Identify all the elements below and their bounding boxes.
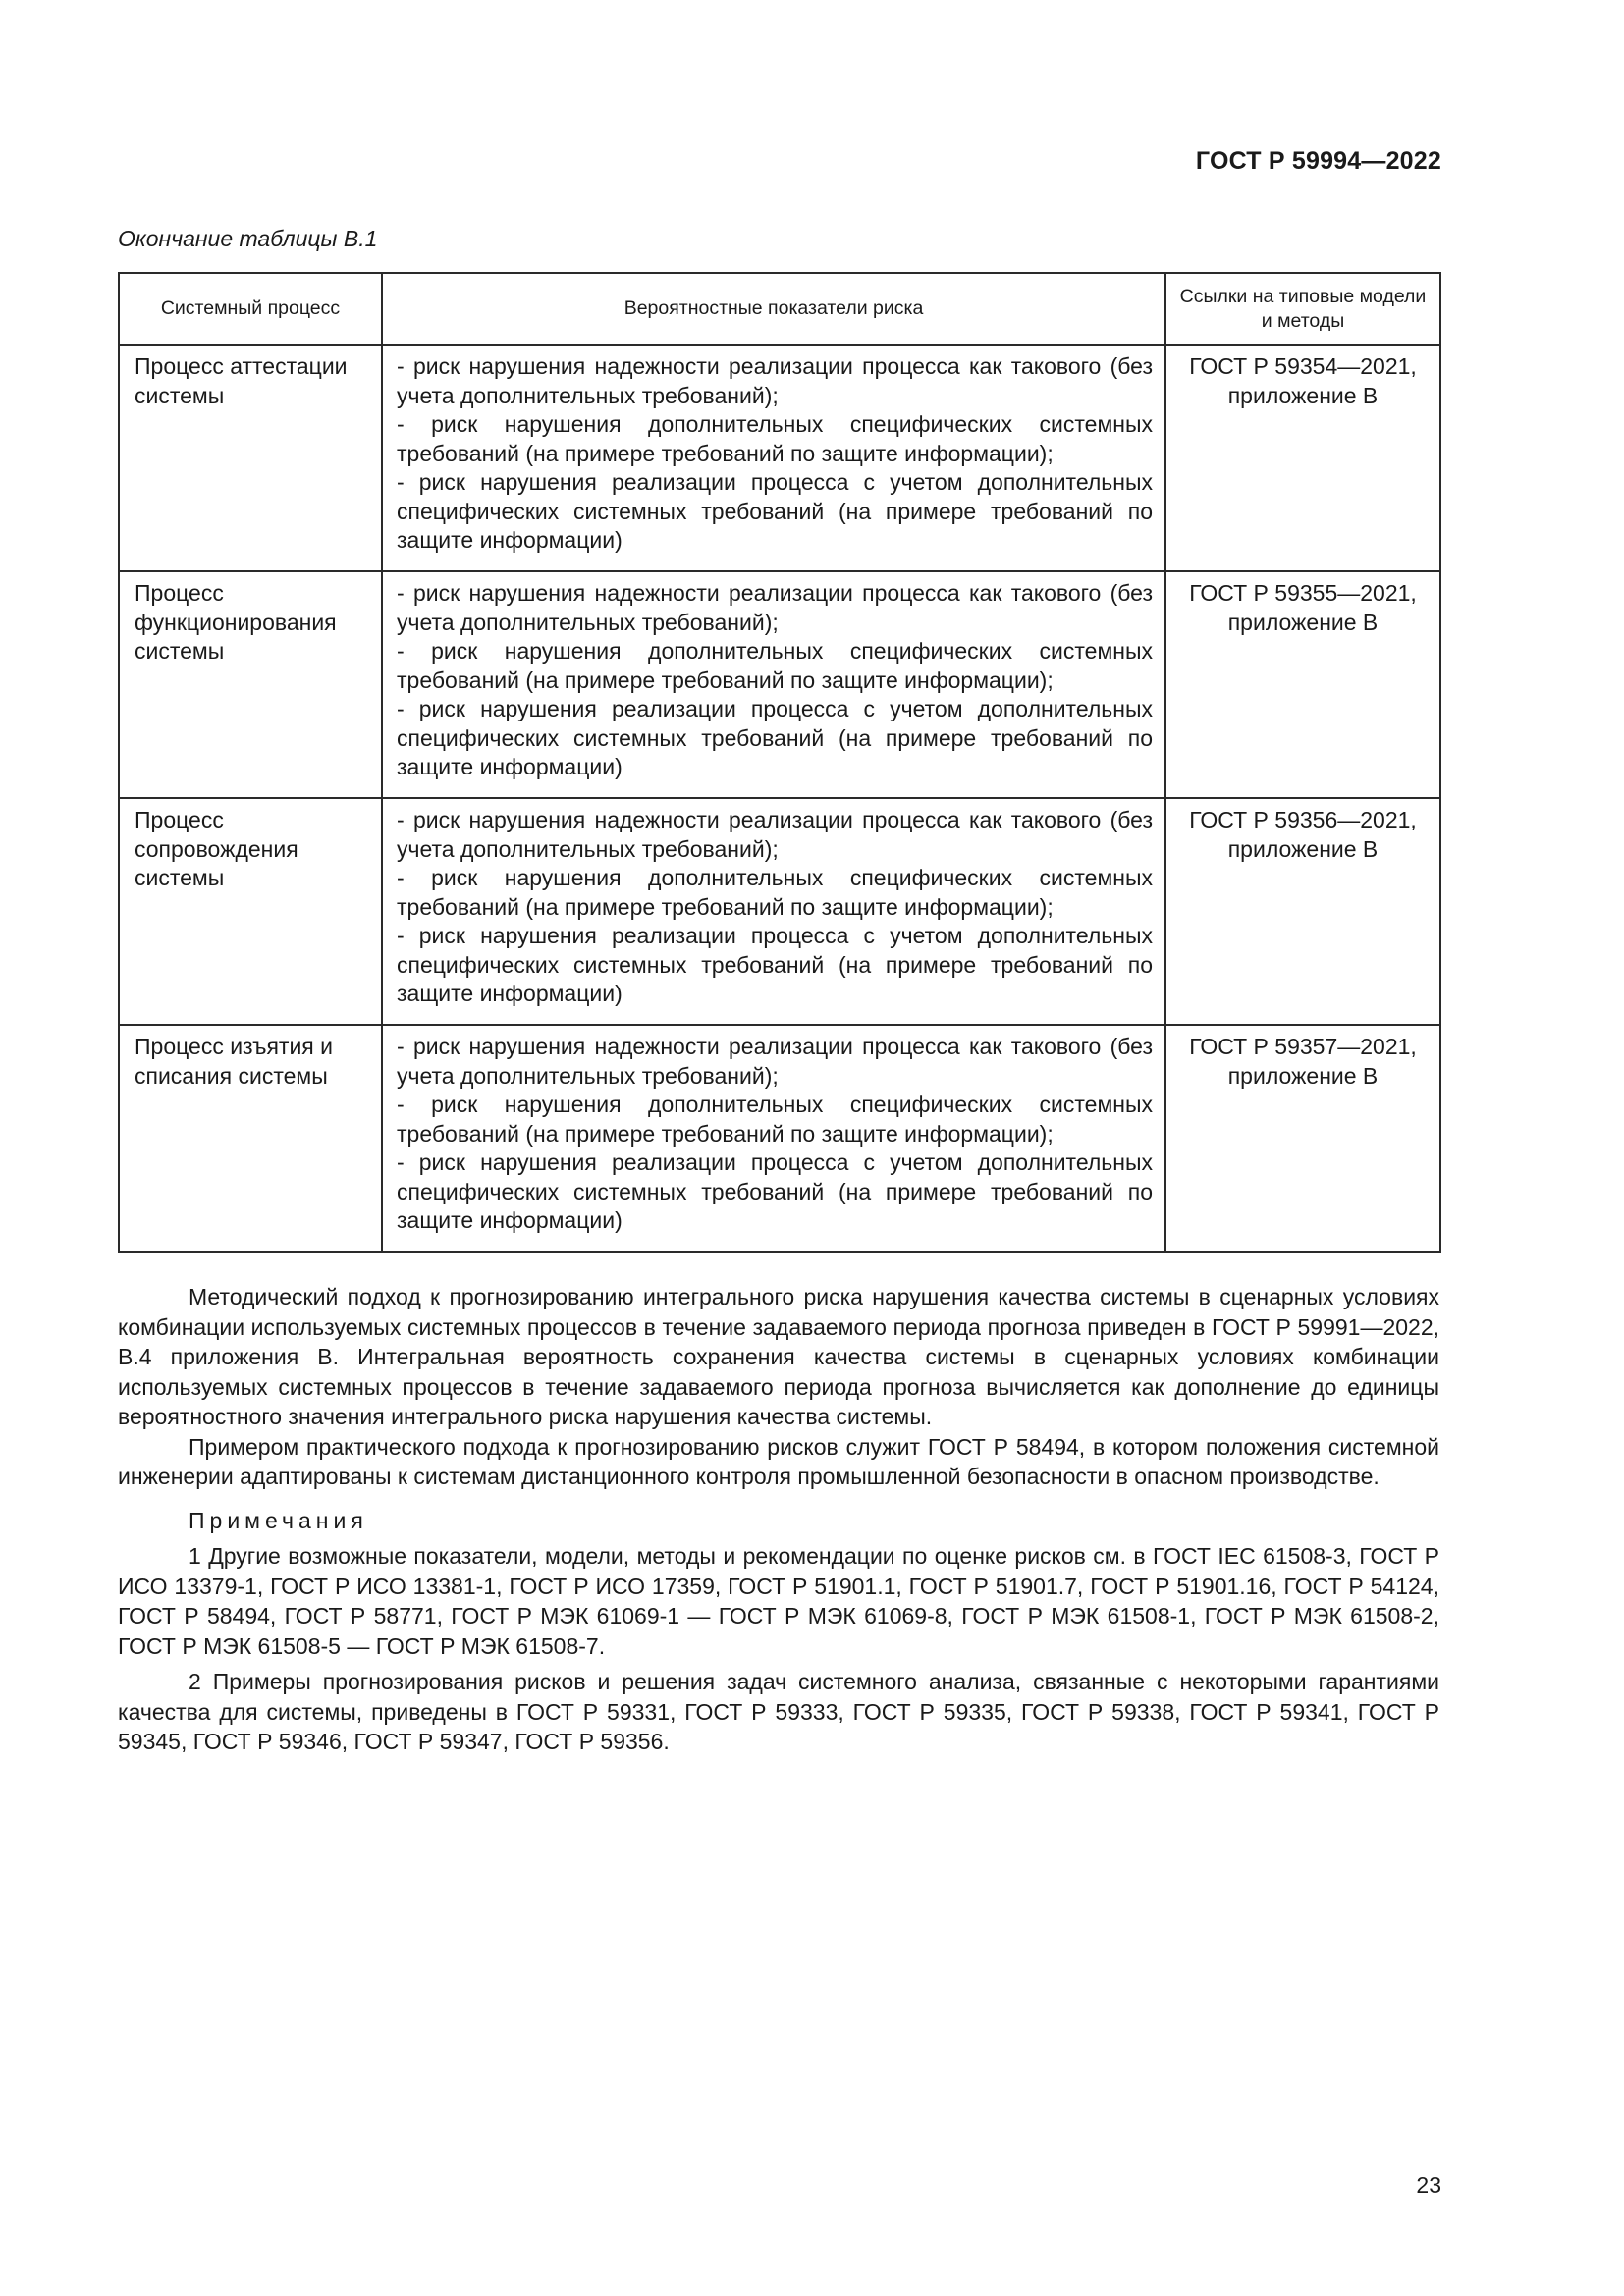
risk-table [118,272,1441,1253]
reference-cell: ГОСТ Р 59356—2021, приложение В [1165,798,1440,1025]
column-header-references: Ссылки на типовые модели и методы [1165,273,1440,345]
risk-item: - риск нарушения надежности реализации процесса как такового (без учета дополнительных требований); [397,353,1153,408]
risks-cell [382,1025,1165,1252]
document-code-header: ГОСТ Р 59994—2022 [1195,147,1441,175]
body-text [118,1282,1439,1757]
process-cell: Процесс функционирования системы [119,571,382,798]
risk-item: - риск нарушения дополнительных специфических системных требований (на примере требований по защите информации); [397,865,1153,920]
risk-item: - риск нарушения реализации процесса с учетом дополнительных специфических системных требований (на примере требований по защите информации) [397,923,1153,1006]
reference-cell: ГОСТ Р 59354—2021, приложение В [1165,345,1440,571]
reference-cell: ГОСТ Р 59357—2021, приложение В [1165,1025,1440,1252]
process-cell: Процесс сопровождения системы [119,798,382,1025]
risk-item: - риск нарушения реализации процесса с учетом дополнительных специфических системных требований (на примере требований по защите информации) [397,469,1153,553]
risks-cell [382,345,1165,571]
paragraph: Методический подход к прогнозированию интегрального риска нарушения качества системы в сценарных условиях комбинации используемых системных процессов в течение задаваемого периода прогноза приведен в ГОСТ Р 59991—2022, В.4 приложения В. Интегральная вероятность сохранения качества системы в сценарных условиях комбинации используемых системных процессов в течение задаваемого периода прогноза вычисляется как дополнение до единицы вероятностного значения интегрального риска нарушения качества системы. [118,1284,1439,1429]
notes-heading: Примечания [189,1507,368,1533]
paragraph: Примером практического подхода к прогнозированию рисков служит ГОСТ Р 58494, в котором положения системной инженерии адаптированы к системам дистанционного контроля промышленной безопасности в опасном производстве. [118,1433,1439,1489]
risk-item: - риск нарушения реализации процесса с учетом дополнительных специфических системных требований (на примере требований по защите информации) [397,696,1153,779]
process-cell: Процесс аттестации системы [119,345,382,571]
risk-item: - риск нарушения надежности реализации процесса как такового (без учета дополнительных требований); [397,580,1153,635]
column-header-process: Системный процесс [119,273,382,345]
note-item: 1 Другие возможные показатели, модели, методы и рекомендации по оценке рисков см. в ГОСТ IEC 61508-3, ГОСТ Р ИСО 13379-1, ГОСТ Р ИСО 13381-1, ГОСТ Р ИСО 17359, ГОСТ Р 51901.1, ГОСТ Р 51901.7, ГОСТ Р 51901.16, ГОСТ Р 54124, ГОСТ Р 58494, ГОСТ Р 58771, ГОСТ Р МЭК 61069-1 — ГОСТ Р МЭК 61069-8, ГОСТ Р МЭК 61508-1, ГОСТ Р МЭК 61508-2, ГОСТ Р МЭК 61508-5 — ГОСТ Р МЭК 61508-7. [118,1543,1439,1659]
risk-item: - риск нарушения дополнительных специфических системных требований (на примере требований по защите информации); [397,411,1153,466]
process-cell: Процесс изъятия и списания системы [119,1025,382,1252]
table-row [119,571,1440,798]
page-number: 23 [1416,2172,1441,2198]
table-row [119,1025,1440,1252]
risk-item: - риск нарушения дополнительных специфических системных требований (на примере требований по защите информации); [397,1092,1153,1147]
table-row [119,345,1440,571]
risk-item: - риск нарушения надежности реализации процесса как такового (без учета дополнительных требований); [397,1034,1153,1089]
table-row [119,798,1440,1025]
table-header-row [119,273,1440,345]
risks-cell [382,571,1165,798]
risk-item: - риск нарушения реализации процесса с учетом дополнительных специфических системных требований (на примере требований по защите информации) [397,1149,1153,1233]
risk-item: - риск нарушения дополнительных специфических системных требований (на примере требований по защите информации); [397,638,1153,693]
note-item: 2 Примеры прогнозирования рисков и решения задач системного анализа, связанные с некоторыми гарантиями качества для системы, приведены в ГОСТ Р 59331, ГОСТ Р 59333, ГОСТ Р 59335, ГОСТ Р 59338, ГОСТ Р 59341, ГОСТ Р 59345, ГОСТ Р 59346, ГОСТ Р 59347, ГОСТ Р 59356. [118,1669,1439,1754]
column-header-risk-indicators: Вероятностные показатели риска [382,273,1165,345]
reference-cell: ГОСТ Р 59355—2021, приложение В [1165,571,1440,798]
risk-item: - риск нарушения надежности реализации процесса как такового (без учета дополнительных требований); [397,807,1153,862]
table-caption: Окончание таблицы В.1 [118,226,378,251]
risks-cell [382,798,1165,1025]
